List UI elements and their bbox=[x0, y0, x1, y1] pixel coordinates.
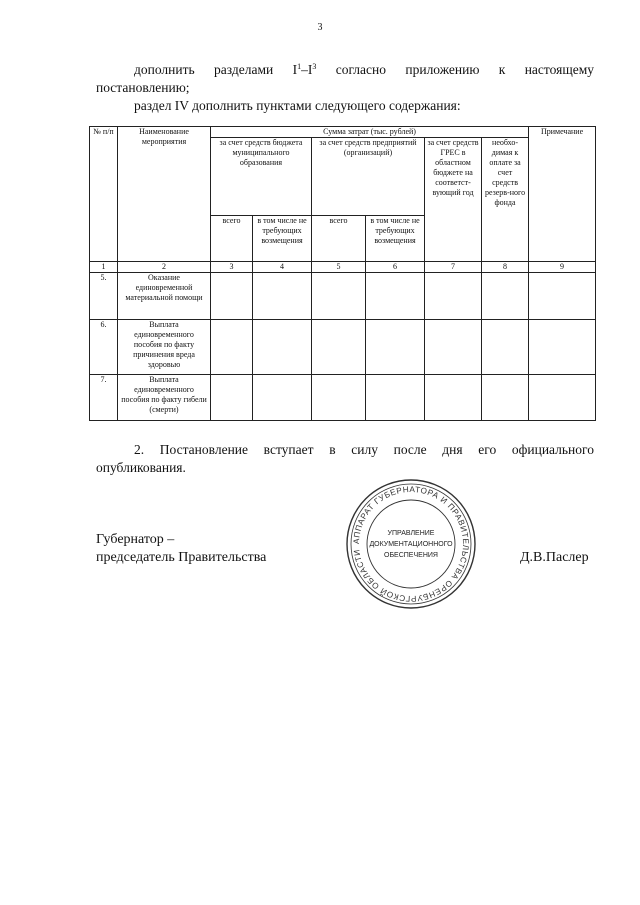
row-num: 7. bbox=[90, 375, 118, 421]
cell bbox=[312, 320, 366, 375]
row-num: 5. bbox=[90, 273, 118, 320]
stamp-line3: ОБЕСПЕЧЕНИЯ bbox=[384, 552, 438, 559]
cell bbox=[482, 375, 529, 421]
col-number: 5 bbox=[312, 262, 366, 273]
col-number: 6 bbox=[366, 262, 425, 273]
row-name: Выплата единовременного пособия по факту гибели (смерти) bbox=[118, 375, 211, 421]
header-municipal-budget: за счет средств бюджета муниципального образования bbox=[211, 138, 312, 216]
cell bbox=[211, 320, 253, 375]
header-enterprises: за счет средств предприятий (организаций) bbox=[312, 138, 425, 216]
cell bbox=[253, 273, 312, 320]
cell bbox=[366, 320, 425, 375]
amendment-paragraph-line1 bbox=[134, 61, 594, 79]
amendment-paragraph-line2: постановлению; bbox=[96, 80, 190, 95]
cell bbox=[366, 273, 425, 320]
cell bbox=[529, 273, 596, 320]
header-num: № п/п bbox=[90, 127, 118, 262]
cell bbox=[312, 273, 366, 320]
para1-start: дополнить разделами I bbox=[134, 62, 298, 77]
col-number: 2 bbox=[118, 262, 211, 273]
section-intro-paragraph: раздел IV дополнить пунктами следующего содержания: bbox=[134, 98, 461, 113]
cell bbox=[253, 375, 312, 421]
effective-date-line1: 2. Постановление вступает в силу после дня его официального bbox=[134, 442, 594, 457]
cell bbox=[312, 375, 366, 421]
table-row bbox=[90, 320, 596, 375]
cell bbox=[253, 320, 312, 375]
header-incl-1: в том числе не требующих возмещения bbox=[253, 216, 312, 262]
col-number: 8 bbox=[482, 262, 529, 273]
para1-end: согласно приложению к настоящему bbox=[316, 62, 595, 77]
cell bbox=[482, 273, 529, 320]
stamp-graphic bbox=[345, 478, 477, 610]
column-numbers-row bbox=[90, 262, 596, 273]
col-number: 1 bbox=[90, 262, 118, 273]
header-name: Наименование мероприятия bbox=[118, 127, 211, 262]
cell bbox=[211, 375, 253, 421]
col-number: 3 bbox=[211, 262, 253, 273]
row-num: 6. bbox=[90, 320, 118, 375]
table-row bbox=[90, 273, 596, 320]
header-note: Примечание bbox=[529, 127, 596, 262]
cell bbox=[482, 320, 529, 375]
signatory-name: Д.В.Паслер bbox=[520, 550, 589, 565]
cell bbox=[529, 375, 596, 421]
cell bbox=[425, 375, 482, 421]
cell bbox=[529, 320, 596, 375]
para1-sup1: 1 bbox=[297, 62, 302, 71]
para1-sup2: 3 bbox=[312, 62, 317, 71]
header-total-1: всего bbox=[211, 216, 253, 262]
page-number: 3 bbox=[317, 22, 323, 33]
stamp-line1: УПРАВЛЕНИЕ bbox=[387, 530, 435, 537]
col-number: 7 bbox=[425, 262, 482, 273]
header-incl-2: в том числе не требующих возмещения bbox=[366, 216, 425, 262]
col-number: 9 bbox=[529, 262, 596, 273]
signatory-title-line1: Губернатор – bbox=[96, 532, 175, 547]
signatory-title bbox=[96, 531, 266, 567]
expenses-table bbox=[89, 126, 596, 421]
stamp-ring-text: АППАРАТ ГУБЕРНАТОРА И ПРАВИТЕЛЬСТВА ОРЕНБУРГСКОЙ ОБЛАСТИ bbox=[351, 484, 471, 604]
signatory-title-line2: председатель Правительства bbox=[96, 550, 267, 565]
row-name: Оказание единовременной материальной помощи bbox=[118, 273, 211, 320]
cell bbox=[211, 273, 253, 320]
col-number: 4 bbox=[253, 262, 312, 273]
stamp-line2: ДОКУМЕНТАЦИОННОГО bbox=[369, 541, 453, 548]
cell bbox=[425, 320, 482, 375]
row-name: Выплата единовременного пособия по факту причинения вреда здоровью bbox=[118, 320, 211, 375]
official-stamp bbox=[345, 478, 477, 610]
cell bbox=[366, 375, 425, 421]
header-reserve-fund: необхо-димая к оплате за счет средств резерв-ного фонда bbox=[482, 138, 529, 262]
para1-dash: –I bbox=[301, 62, 313, 77]
effective-date-line2: опубликования. bbox=[96, 460, 186, 475]
cell bbox=[425, 273, 482, 320]
table-row bbox=[90, 375, 596, 421]
header-gres: за счет средств ГРЕС в областном бюджете на соответст-вующий год bbox=[425, 138, 482, 262]
header-sum: Сумма затрат (тыс. рублей) bbox=[211, 127, 529, 138]
header-total-2: всего bbox=[312, 216, 366, 262]
